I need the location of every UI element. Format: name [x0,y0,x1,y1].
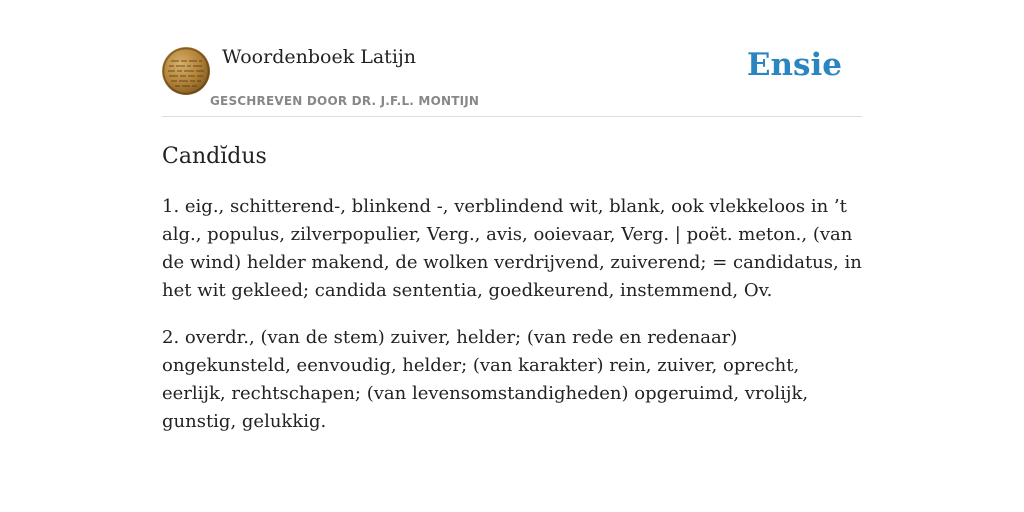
coin-inscription-graphic [162,47,210,95]
dictionary-title[interactable]: Woordenboek Latijn [222,46,417,68]
ensie-logo-link[interactable]: Ensie [746,47,842,83]
author-byline: GESCHREVEN DOOR DR. J.F.L. MONTIJN [210,94,480,108]
entry-sense-1: 1. eig., schitterend-, blinkend -, verblindend wit, blank, ook vlekkeloos in ’t alg., populus, zilverpopulier, Verg., avis, ooievaar, Verg. | poët. meton., (van de wind) helder makend, de wolken verdrijvend, zuiverend; = candidatus, in het wit gekleed; candida sententia, goedkeurend, instemmend, Ov. [162,196,862,301]
roman-coin-icon[interactable] [162,47,210,95]
page [162,0,862,436]
site-header [162,0,862,117]
entry-headword: Candĭdus [162,144,267,169]
entry-sense-2: 2. overdr., (van de stem) zuiver, helder; (van rede en redenaar) ongekunsteld, eenvoudig, helder; (van karakter) rein, zuiver, oprecht, eerlijk, rechtschapen; (van levensomstandigheden) opgeruimd, vrolijk, gunstig, gelukkig. [162,327,809,432]
